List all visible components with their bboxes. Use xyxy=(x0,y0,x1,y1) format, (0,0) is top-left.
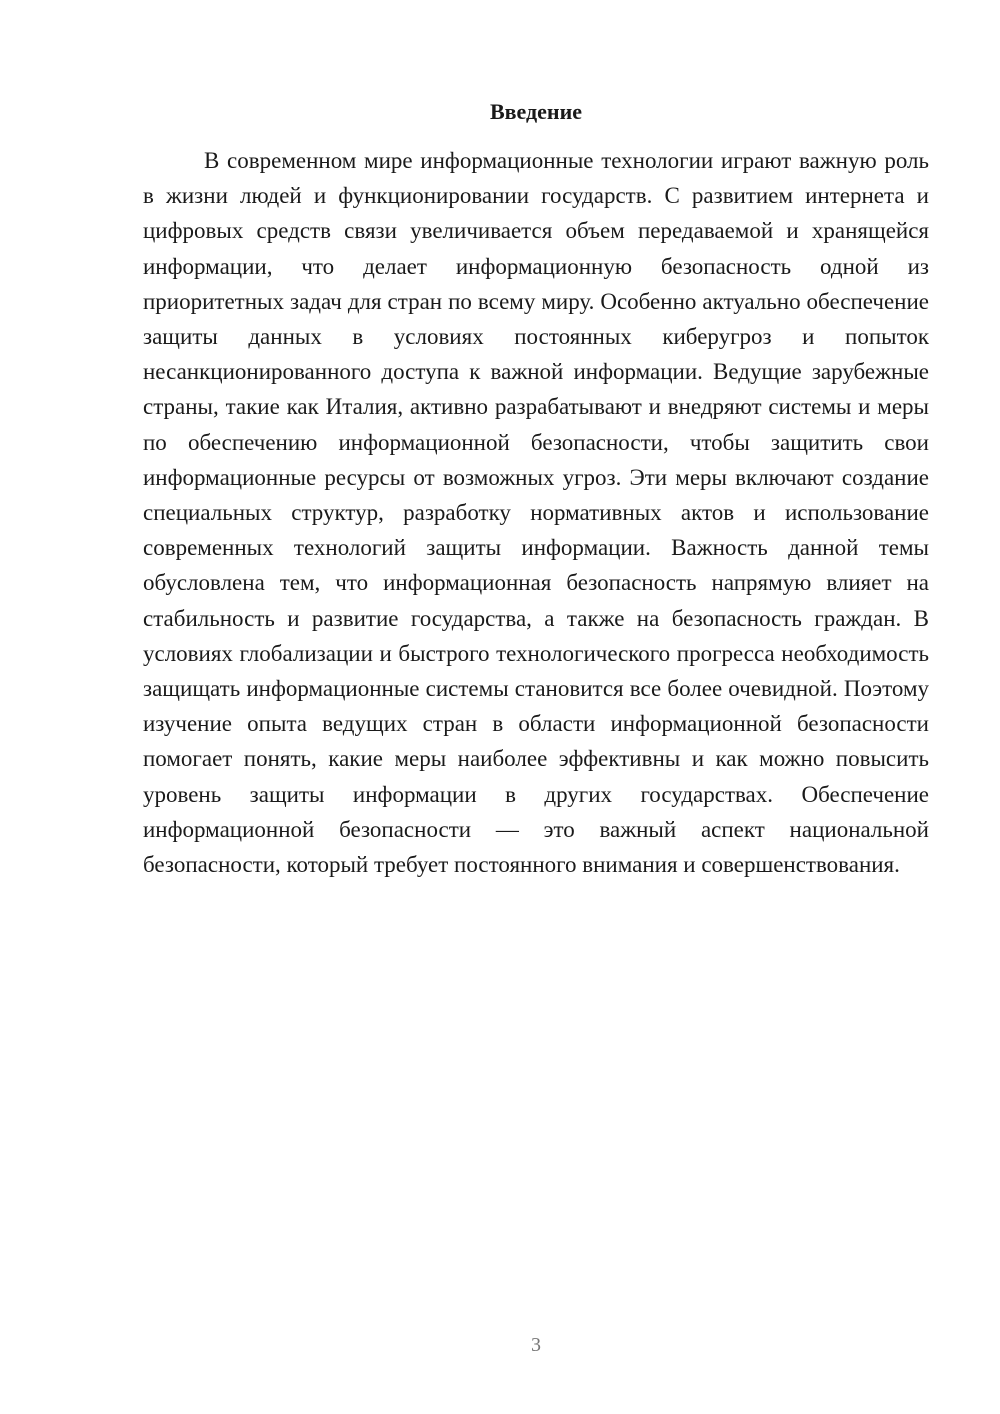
section-heading: Введение xyxy=(489,99,583,124)
body-paragraph: В современном мире информационные технологии играют важную роль в жизни людей и функционировании государств. С развитием интернета и цифровых средств связи увеличивается объем передаваемой и хранящейся информации, что делает информационную безопасность одной из приоритетных задач для стран по всему миру. Особенно актуально обеспечение защиты данных в условиях постоянных киберугроз и попыток несанкционированного доступа к важной информации. Ведущие зарубежные страны, такие как Италия, активно разрабатывают и внедряют системы и меры по обеспечению информационной безопасности, чтобы защитить свои информационные ресурсы от возможных угроз. Эти меры включают создание специальных структур, разработку нормативных актов и использование современных технологий защиты информации. Важность данной темы обусловлена тем, что информационная безопасность напрямую влияет на стабильность и развитие государства, а также на безопасность граждан. В условиях глобализации и быстрого технологического прогресса необходимость защищать информационные системы становится все более очевидной. Поэтому изучение опыта ведущих стран в области информационной безопасности помогает понять, какие меры наиболее эффективны и как можно повысить уровень защиты информации в других государствах. Обеспечение информационной безопасности — это важный аспект национальной безопасности, который требует постоянного внимания и совершенствования. xyxy=(143,148,929,878)
page-number: 3 xyxy=(531,1334,541,1356)
